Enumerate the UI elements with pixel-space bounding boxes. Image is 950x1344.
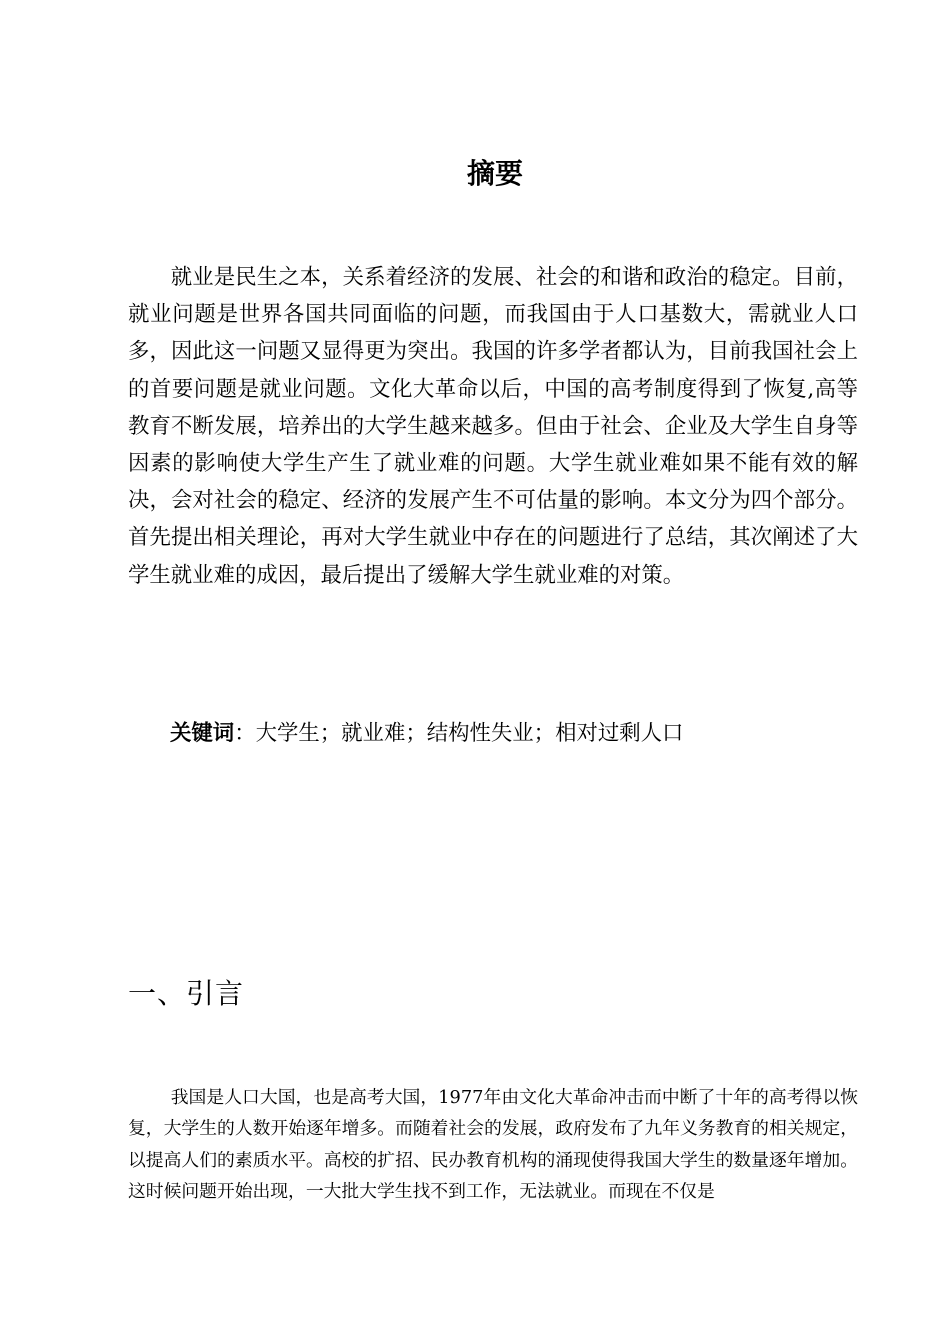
introduction-paragraph: 我国是人口大国，也是高考大国，1977年由文化大革命冲击而中断了十年的高考得以恢复，大学生的人数开始逐年增多。而随着社会的发展，政府发布了九年义务教育的相关规定，以提高人们的素质水平。高校的扩招、民办教育机构的涌现使得我国大学生的数量逐年增加。这时候问题开始出现，一大批大学生找不到工作，无法就业。而现在不仅是 — [128, 1087, 858, 1202]
abstract-heading: 摘要 — [466, 157, 523, 190]
keywords-separator: ： — [234, 721, 256, 746]
abstract-paragraph: 就业是民生之本，关系着经济的发展、社会的和谐和政治的稳定。目前，就业问题是世界各国共同面临的问题，而我国由于人口基数大，需就业人口多，因此这一问题又显得更为突出。我国的许多学者都认为，目前我国社会上的首要问题是就业问题。文化大革命以后，中国的高考制度得到了恢复,高等教育不断发展，培养出的大学生越来越多。但由于社会、企业及大学生自身等因素的影响使大学生产生了就业难的问题。大学生就业难如果不能有效的解决，会对社会的稳定、经济的发展产生不可估量的影响。本文分为四个部分。首先提出相关理论，再对大学生就业中存在的问题进行了总结，其次阐述了大学生就业难的成因，最后提出了缓解大学生就业难的对策。 — [128, 265, 858, 588]
keywords-label: 关键词 — [170, 721, 235, 746]
keywords-value: 大学生；就业难；结构性失业；相对过剩人口 — [255, 721, 684, 746]
section-heading-introduction: 一、引言 — [128, 977, 245, 1010]
keywords-line — [170, 717, 870, 751]
